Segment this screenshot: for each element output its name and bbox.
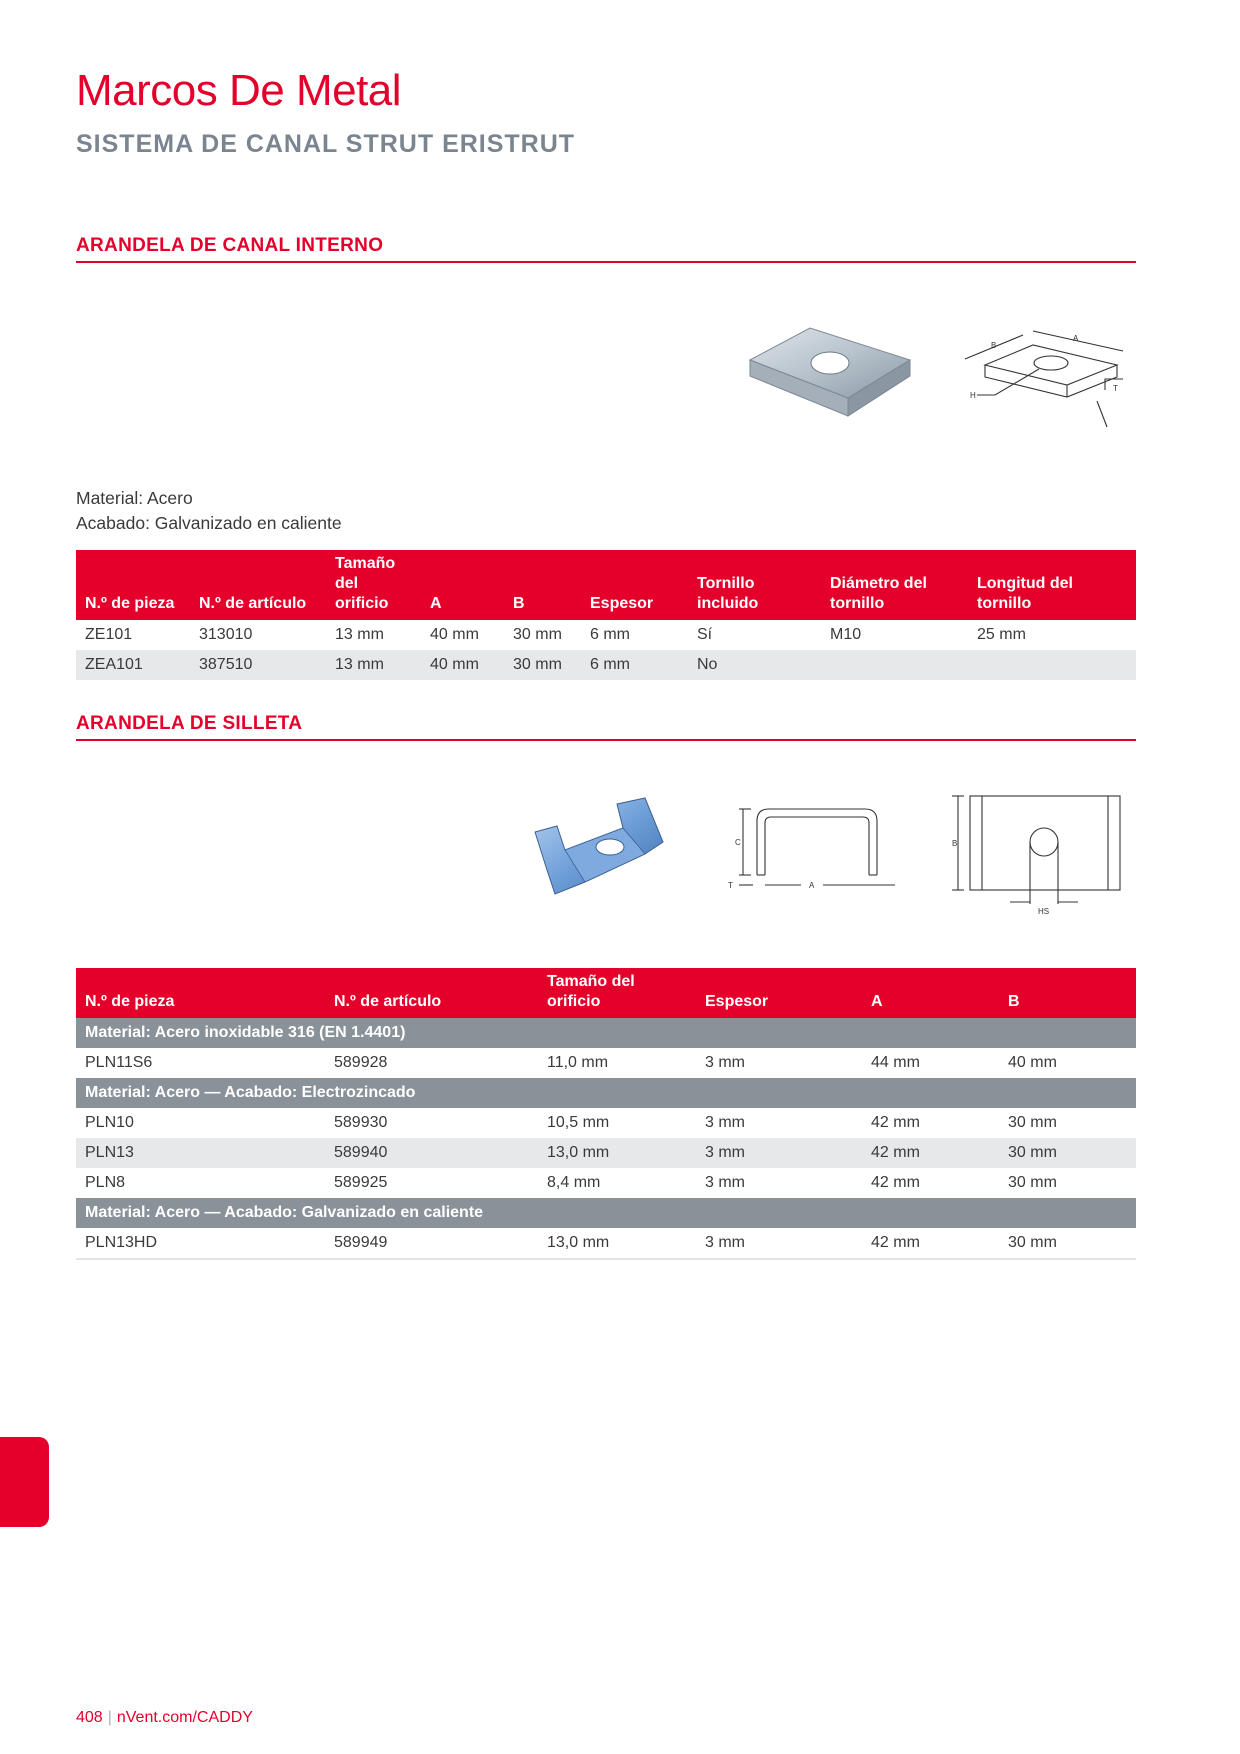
table-cell: 40 mm (1008, 1054, 1057, 1071)
column-header: Espesor (581, 550, 688, 620)
column-header: Diámetro del tornillo (821, 550, 968, 620)
section-heading-internal-washer: ARANDELA DE CANAL INTERNO (76, 235, 1136, 263)
internal-washer-table (76, 550, 1136, 680)
table-cell: 313010 (199, 626, 253, 643)
table-row (76, 650, 1136, 680)
footer-url[interactable]: nVent.com/CADDY (116, 1709, 253, 1726)
column-header: N.º de artículo (190, 550, 326, 620)
group-label: Material: Acero — Acabado: Electrozincado (76, 1078, 1136, 1108)
page-title: Marcos De Metal (76, 66, 402, 115)
section-heading-saddle-washer: ARANDELA DE SILLETA (76, 713, 1136, 741)
table-group-row (76, 1198, 1136, 1228)
dim-label-a: A (809, 881, 815, 890)
table-cell: PLN13HD (76, 1228, 325, 1259)
table-cell: 25 mm (977, 626, 1026, 643)
column-header: A (862, 968, 999, 1018)
column-header: Tornillo incluido (688, 550, 821, 620)
table-cell: ZE101 (85, 626, 133, 643)
table-cell (968, 650, 1136, 680)
dim-label-t: T (1113, 384, 1118, 393)
table-cell: PLN10 (85, 1114, 134, 1131)
table-row (76, 1228, 1136, 1259)
table-cell: 6 mm (590, 626, 630, 643)
table-row (76, 1048, 1136, 1078)
table-cell: 589930 (334, 1114, 388, 1131)
table-cell: 42 mm (862, 1138, 999, 1168)
table-cell: 44 mm (871, 1054, 920, 1071)
table-cell: No (688, 650, 821, 680)
table-cell: 589925 (334, 1174, 388, 1191)
dim-label-c: C (735, 838, 741, 847)
table-cell: 3 mm (696, 1138, 862, 1168)
table-cell: 10,5 mm (547, 1114, 610, 1131)
table-cell: ZEA101 (76, 650, 190, 680)
dim-label-hs: HS (1038, 907, 1050, 914)
table-cell: 30 mm (1008, 1174, 1057, 1191)
dim-label-b: B (991, 341, 997, 350)
table-row (76, 1108, 1136, 1138)
column-header: Longitud del tornillo (968, 550, 1136, 620)
column-header: N.º de pieza (76, 550, 190, 620)
saddle-washer-table (76, 968, 1136, 1260)
table-cell: 3 mm (705, 1174, 745, 1191)
dim-label-t: T (728, 881, 733, 890)
footer-separator: | (107, 1709, 112, 1726)
dim-label-h: H (970, 391, 976, 400)
column-header: B (999, 968, 1136, 1018)
table-cell: 589940 (325, 1138, 538, 1168)
table-row (76, 1138, 1136, 1168)
table-cell: 42 mm (871, 1114, 920, 1131)
table-cell: 30 mm (504, 650, 581, 680)
table-cell: 30 mm (999, 1138, 1136, 1168)
table-cell: 387510 (190, 650, 326, 680)
table-cell: 40 mm (421, 650, 504, 680)
page-footer (76, 1709, 253, 1727)
dim-label-b: B (952, 839, 958, 848)
table-cell: 30 mm (513, 626, 562, 643)
saddle-washer-photo (525, 792, 705, 902)
table-cell: 8,4 mm (547, 1174, 601, 1191)
table-cell: 13,0 mm (538, 1228, 696, 1259)
table-cell: 3 mm (705, 1054, 745, 1071)
table-cell: 3 mm (705, 1114, 745, 1131)
column-header: Espesor (696, 968, 862, 1018)
internal-washer-diagram (955, 325, 1125, 435)
table-cell: 11,0 mm (547, 1054, 609, 1071)
column-header: N.º de artículo (325, 968, 538, 1018)
internal-washer-photo (740, 318, 920, 428)
table-group-row (76, 1018, 1136, 1048)
table-cell: 30 mm (999, 1228, 1136, 1259)
table-cell: 13,0 mm (538, 1138, 696, 1168)
table-cell: M10 (830, 626, 862, 643)
table-header-row (76, 968, 1136, 1018)
material-text: Material: Acero (76, 488, 193, 508)
table-cell: 6 mm (581, 650, 688, 680)
table-cell: 30 mm (1008, 1114, 1057, 1131)
saddle-washer-top-diagram (940, 792, 1130, 914)
table-cell: Sí (697, 626, 713, 643)
table-cell: 42 mm (871, 1174, 920, 1191)
table-cell: PLN8 (85, 1174, 126, 1191)
page-number: 408 (76, 1709, 103, 1726)
dim-label-a: A (1073, 334, 1079, 343)
table-cell: 13 mm (326, 650, 421, 680)
column-header: N.º de pieza (76, 968, 325, 1018)
table-row (76, 620, 1136, 650)
page-subtitle: SISTEMA DE CANAL STRUT ERISTRUT (76, 130, 576, 158)
table-cell: 13 mm (335, 626, 384, 643)
column-header: B (504, 550, 581, 620)
table-cell: PLN13 (76, 1138, 325, 1168)
table-cell (821, 650, 968, 680)
saddle-washer-side-diagram (725, 795, 900, 890)
table-group-row (76, 1078, 1136, 1108)
group-label: Material: Acero inoxidable 316 (EN 1.4401) (76, 1018, 1136, 1048)
table-cell: 40 mm (430, 626, 479, 643)
table-cell: 589928 (334, 1054, 388, 1071)
table-cell: 3 mm (696, 1228, 862, 1259)
column-header: Tamaño del orificio (538, 968, 696, 1018)
column-header: Tamaño del orificio (326, 550, 421, 620)
column-header: A (421, 550, 504, 620)
group-label: Material: Acero — Acabado: Galvanizado en caliente (76, 1198, 1136, 1228)
table-cell: 42 mm (862, 1228, 999, 1259)
finish-text: Acabado: Galvanizado en caliente (76, 513, 342, 533)
table-header-row (76, 550, 1136, 620)
table-row (76, 1168, 1136, 1198)
table-cell: 589949 (325, 1228, 538, 1259)
chapter-tab-marker (0, 1437, 49, 1527)
table-cell: PLN11S6 (85, 1054, 153, 1071)
